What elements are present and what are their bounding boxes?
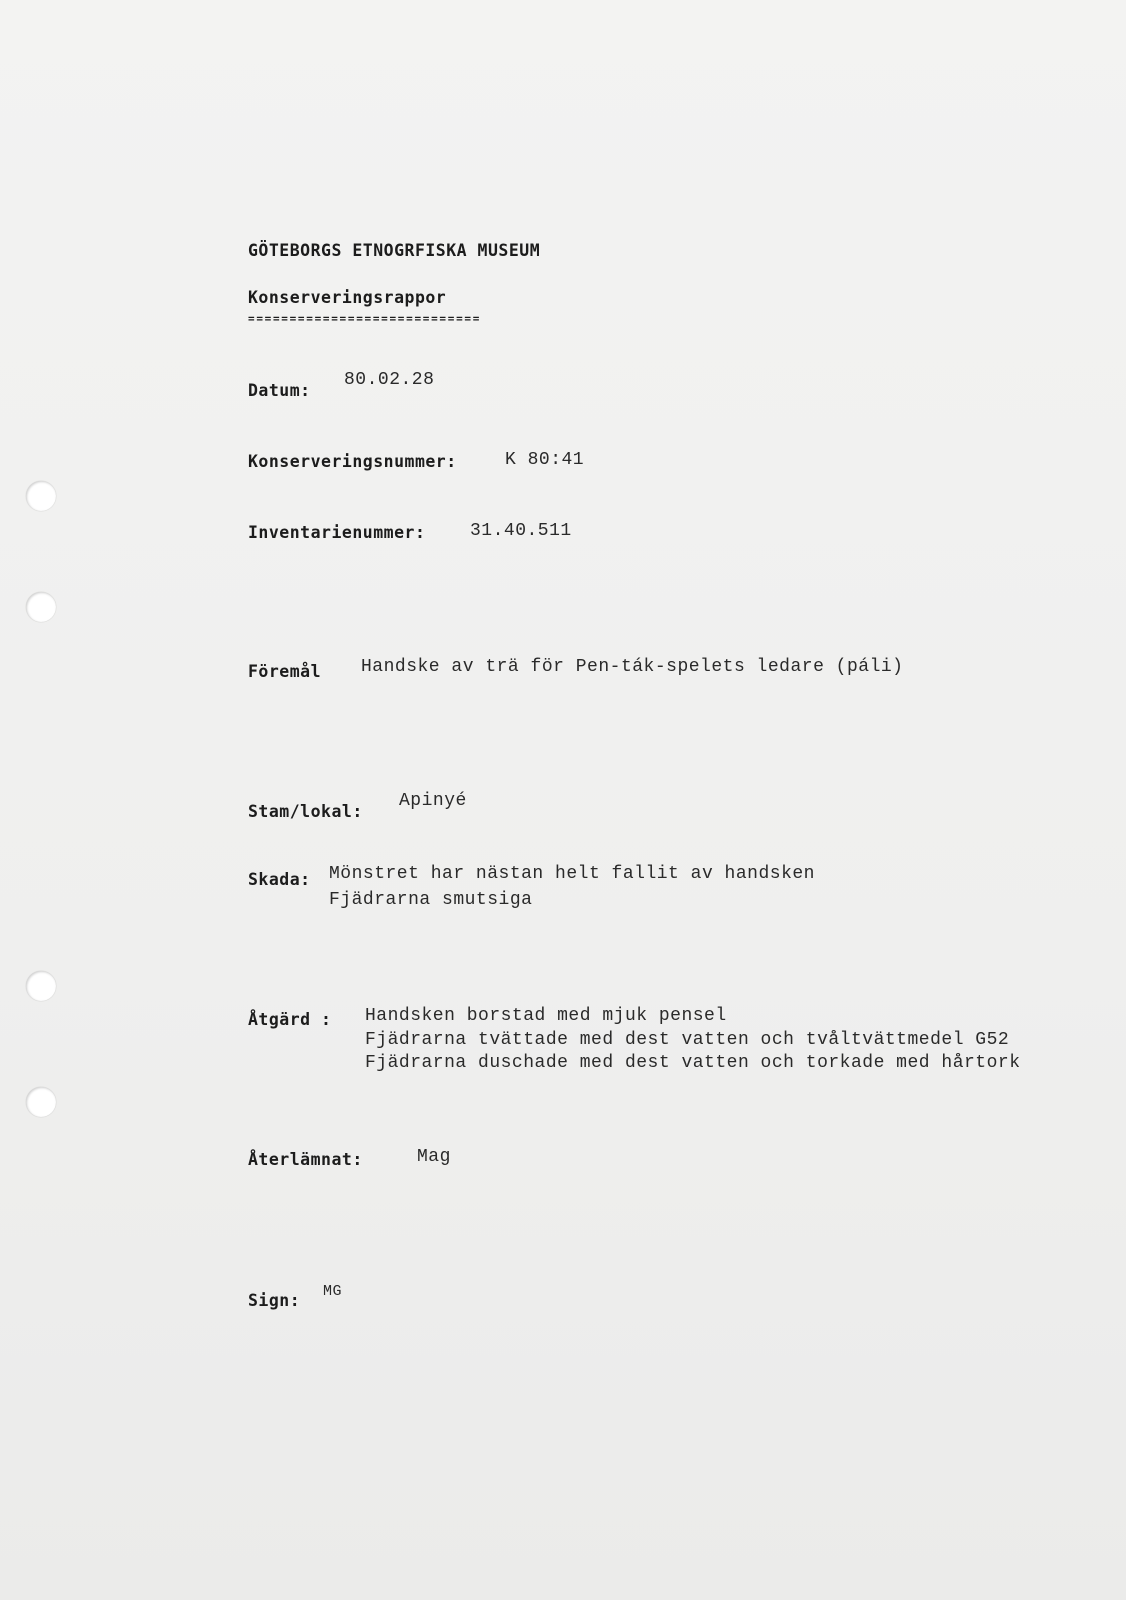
foremal-label: Föremål	[248, 662, 322, 681]
atgard-label: Åtgärd :	[248, 1010, 332, 1029]
punch-hole	[26, 592, 56, 622]
atgard-line: Handsken borstad med mjuk pensel	[365, 1006, 727, 1026]
sign-label: Sign:	[248, 1291, 301, 1310]
skada-line: Mönstret har nästan helt fallit av handsken	[329, 864, 815, 884]
inventarienummer-label: Inventarienummer:	[248, 523, 426, 542]
sign-value: MG	[323, 1283, 343, 1300]
datum-value: 80.02.28	[344, 370, 435, 390]
museum-name: GÖTEBORGS ETNOGRFISKA MUSEUM	[248, 241, 541, 260]
stam-lokal-value: Apinyé	[399, 791, 467, 811]
punch-hole	[26, 481, 56, 511]
aterlamnat-label: Återlämnat:	[248, 1150, 363, 1169]
stam-lokal-label: Stam/lokal:	[248, 802, 363, 821]
aterlamnat-value: Mag	[417, 1147, 451, 1167]
skada-line: Fjädrarna smutsiga	[329, 890, 533, 910]
atgard-line: Fjädrarna duschade med dest vatten och torkade med hårtork	[365, 1053, 1021, 1073]
konserveringsnummer-label: Konserveringsnummer:	[248, 452, 457, 471]
foremal-value: Handske av trä för Pen-ták-spelets ledare (páli)	[361, 657, 904, 677]
inventarienummer-value: 31.40.511	[470, 521, 572, 541]
punch-hole	[26, 1087, 56, 1117]
report-title: Konserveringsrappor	[248, 288, 447, 307]
punch-hole	[26, 971, 56, 1001]
datum-label: Datum:	[248, 381, 311, 400]
atgard-line: Fjädrarna tvättade med dest vatten och tvåltvättmedel G52	[365, 1030, 1010, 1050]
konserveringsnummer-value: K 80:41	[505, 450, 585, 470]
title-underline: ============================	[248, 312, 482, 325]
skada-label: Skada:	[248, 870, 311, 889]
